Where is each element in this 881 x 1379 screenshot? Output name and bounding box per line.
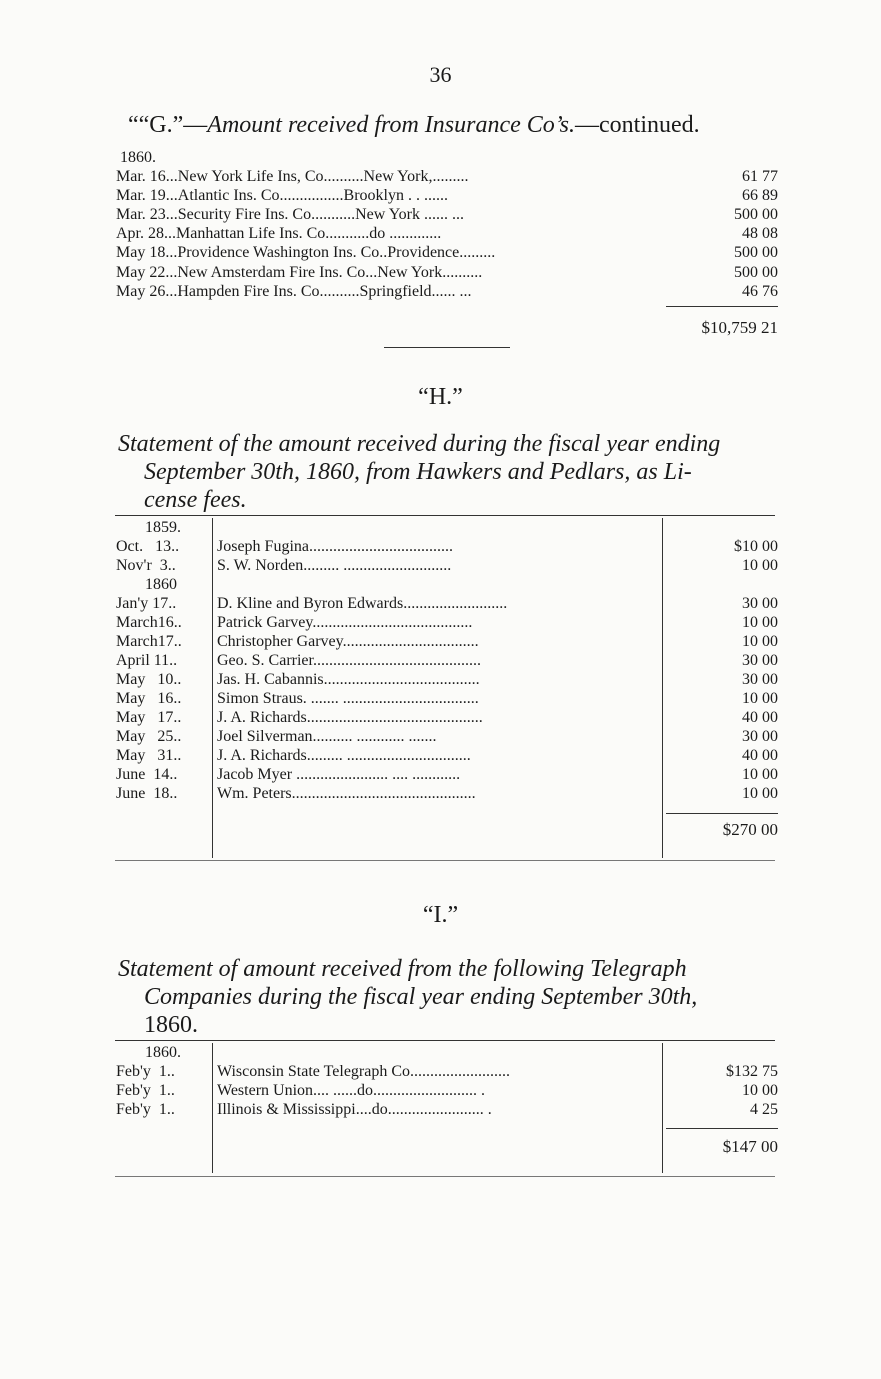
section-g-row-text: May 26...Hampden Fire Ins. Co..........Springfield...... ... (116, 282, 472, 300)
section_i-row-date: Feb'y 1.. (116, 1101, 175, 1118)
section-g-row-text: May 18...Providence Washington Ins. Co..Providence......... (116, 244, 496, 262)
section-h-total-rule (666, 813, 778, 814)
section_h-row-amount: 30 00 (742, 671, 778, 688)
section-g-row-text: Mar. 19...Atlantic Ins. Co................Brooklyn . . ...... (116, 187, 448, 205)
section_h-row-name: Wm. Peters.............................................. (217, 785, 476, 802)
section_h-row-amount: 10 00 (742, 614, 778, 631)
section-i-total: $147 00 (722, 1137, 778, 1156)
section-g-total-rule (666, 306, 778, 307)
section_h-row-amount: 30 00 (742, 728, 778, 745)
section-h-total: $270 00 (722, 820, 778, 839)
section-i-table-top-rule (115, 1040, 775, 1041)
section_h-row-date: Oct. 13.. (116, 538, 180, 555)
section_h-row-date: May 16.. (116, 690, 182, 707)
section_h-row-name: S. W. Norden......... ........................... (217, 557, 452, 574)
section-g-row-amount: 66 89 (742, 187, 778, 205)
section-h-amount-column-rule (662, 518, 663, 858)
section_h-row-name: Joel Silverman.......... ............ ....... (217, 728, 437, 745)
section-g-row-text: May 22...New Amsterdam Fire Ins. Co...New York.......... (116, 263, 483, 281)
section-i-statement-line: Companies during the fiscal year ending September 30th, (144, 984, 698, 1010)
section_h-row-date: 1859. (145, 519, 181, 536)
section_h-row-name: Joseph Fugina.................................... (217, 538, 453, 555)
section_h-row-amount: 10 00 (742, 785, 778, 802)
section_h-row-date: June 18.. (116, 785, 178, 802)
section_h-row-date: May 25.. (116, 728, 182, 745)
section_h-row-name: Christopher Garvey.................................. (217, 633, 479, 650)
section_h-row-date: Jan'y 17.. (116, 595, 177, 612)
section-g-heading-tail: —continued. (575, 112, 700, 138)
section-i-statement-line: Statement of amount received from the following Telegraph (118, 956, 687, 982)
section_h-row-amount: $10 00 (734, 538, 778, 555)
section-h-statement-line: September 30th, 1860, from Hawkers and Pedlars, as Li- (144, 459, 692, 485)
section_h-row-name: Jacob Myer ....................... .... ............ (217, 766, 461, 783)
section_i-row-date: Feb'y 1.. (116, 1063, 175, 1080)
section-h-letter: “H.” (418, 384, 463, 410)
section_h-row-date: Nov'r 3.. (116, 557, 176, 574)
section_h-row-date: March16.. (116, 614, 182, 631)
section-h-statement-line: cense fees. (144, 487, 247, 513)
section_i-row-amount: 4 25 (750, 1101, 778, 1118)
section_h-row-date: May 17.. (116, 709, 182, 726)
section_h-row-date: April 11.. (116, 652, 178, 669)
section_h-row-amount: 10 00 (742, 633, 778, 650)
section_h-row-amount: 10 00 (742, 690, 778, 707)
section-g-heading-open: ““G.”— (128, 112, 208, 138)
section_h-row-name: Simon Straus. ....... .................................. (217, 690, 479, 707)
section-i-statement (118, 955, 697, 1039)
section_h-row-date: May 31.. (116, 747, 182, 764)
section_h-row-amount: 10 00 (742, 557, 778, 574)
section-g-row-amount: 500 00 (734, 206, 778, 224)
section-i-total-rule (666, 1128, 778, 1129)
section-g-row-text: Apr. 28...Manhattan Life Ins. Co...........do ............. (116, 225, 442, 243)
section_h-row-amount: 30 00 (742, 595, 778, 612)
section-g-row-amount: 500 00 (734, 244, 778, 262)
section-i-date-column-rule (212, 1043, 213, 1173)
section-g-heading-italic: Amount received from Insurance Co’s. (207, 112, 576, 138)
section-g-row-amount: 48 08 (742, 225, 778, 243)
section_h-row-amount: 30 00 (742, 652, 778, 669)
section_h-row-date: June 14.. (116, 766, 178, 783)
section_h-row-name: Patrick Garvey........................................ (217, 614, 473, 631)
section_i-row-name: Western Union.... ......do.......................... . (217, 1082, 486, 1099)
section-h-statement (118, 430, 720, 514)
section_h-row-date: 1860 (145, 576, 177, 593)
section_i-row-amount: $132 75 (726, 1063, 778, 1080)
page-number: 36 (429, 62, 452, 87)
section_i-row-date: 1860. (145, 1044, 181, 1061)
section-g-total: $10,759 21 (701, 318, 778, 337)
section-i-table-bottom-rule (115, 1176, 775, 1177)
section_h-row-date: March17.. (116, 633, 182, 650)
section-g-row-text: Mar. 23...Security Fire Ins. Co...........New York ...... ... (116, 206, 464, 224)
section_h-row-amount: 40 00 (742, 709, 778, 726)
section-h-table-top-rule (115, 515, 775, 516)
section_h-row-name: J. A. Richards......... ............................... (217, 747, 471, 764)
section-g-row-amount: 46 76 (742, 282, 778, 300)
section-h-table-bottom-rule (115, 860, 775, 861)
section-g-row-amount: 61 77 (742, 168, 778, 185)
section-g-heading (128, 112, 700, 139)
section_i-row-name: Illinois & Mississippi....do........................ . (217, 1101, 492, 1118)
section_h-row-name: Geo. S. Carrier.......................................... (217, 652, 481, 669)
section-h-date-column-rule (212, 518, 213, 858)
section-g-year: 1860. (120, 149, 156, 166)
section_h-row-amount: 10 00 (742, 766, 778, 783)
section_h-row-name: J. A. Richards............................................ (217, 709, 483, 726)
section_h-row-name: Jas. H. Cabannis....................................... (217, 671, 480, 688)
section_h-row-amount: 40 00 (742, 747, 778, 764)
section_i-row-date: Feb'y 1.. (116, 1082, 175, 1099)
section_h-row-date: May 10.. (116, 671, 182, 688)
section-g-row-amount: 500 00 (734, 263, 778, 281)
section_h-row-name: D. Kline and Byron Edwards.......................... (217, 595, 508, 612)
section_i-row-name: Wisconsin State Telegraph Co......................... (217, 1063, 511, 1080)
section-i-letter: “I.” (422, 902, 459, 928)
section-divider-g-h (384, 347, 510, 348)
section-g-row-text: Mar. 16...New York Life Ins, Co..........New York,......... (116, 168, 469, 185)
section-h-statement-line: Statement of the amount received during the fiscal year ending (118, 431, 721, 457)
section-i-statement-line: 1860. (144, 1012, 198, 1038)
section_i-row-amount: 10 00 (742, 1082, 778, 1099)
